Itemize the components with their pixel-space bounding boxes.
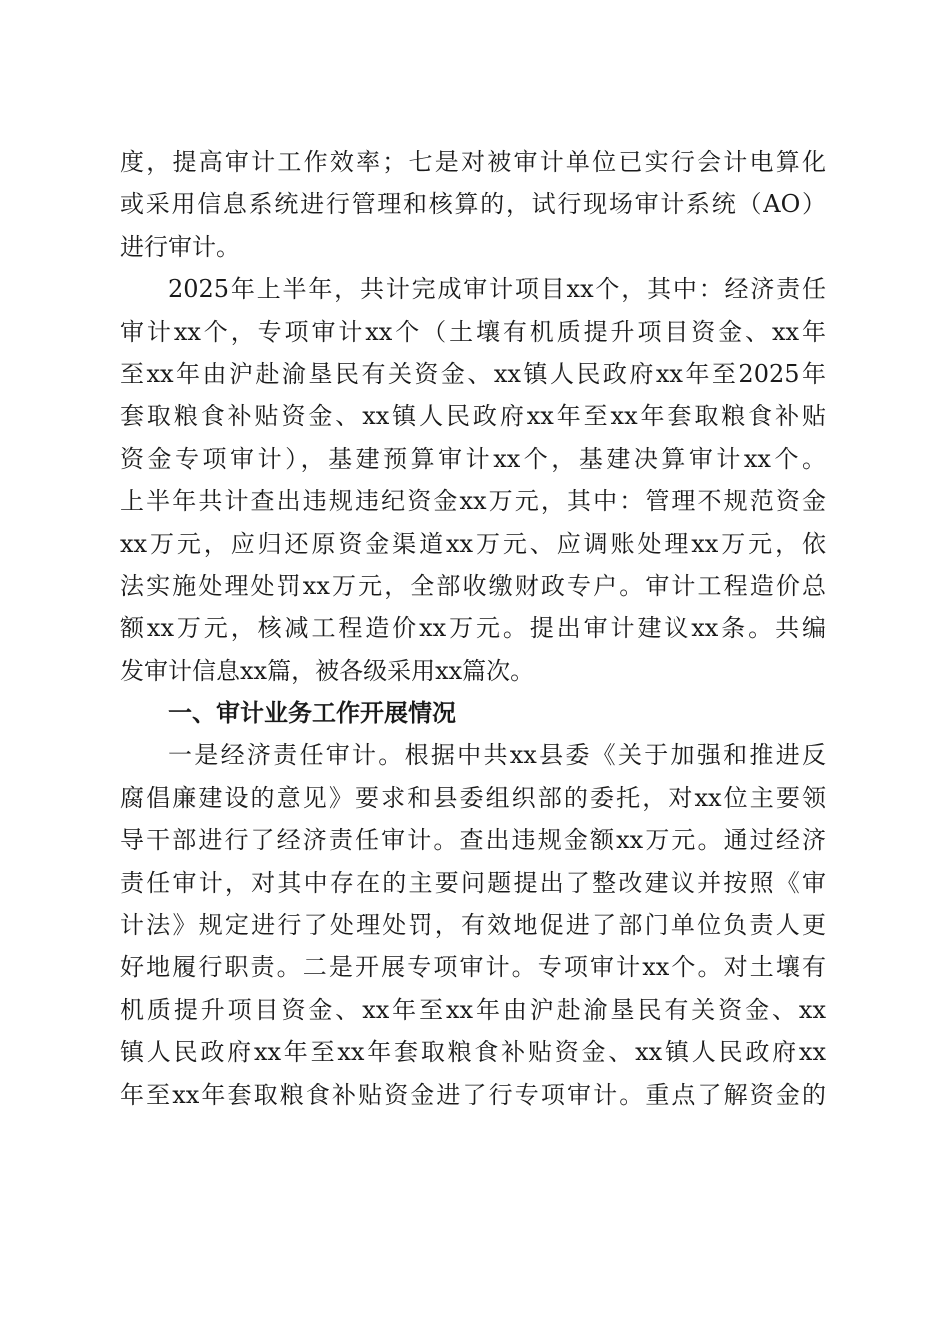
body-line: 发审计信息xx篇，被各级采用xx篇次。: [120, 656, 535, 685]
body-line: 镇人民政府xx年至xx年套取粮食补贴资金、xx镇人民政府xx: [120, 1038, 826, 1067]
body-line: 2025年上半年，共计完成审计项目xx个，其中：经济责任: [168, 275, 826, 304]
body-line: 审计xx个，专项审计xx个（土壤有机质提升项目资金、xx年: [120, 317, 826, 346]
body-line: 一是经济责任审计。根据中共xx县委《关于加强和推进反: [168, 741, 826, 770]
body-line: 资金专项审计），基建预算审计xx个，基建决算审计xx个。: [120, 444, 826, 473]
body-line: 腐倡廉建设的意见》要求和县委组织部的委托，对xx位主要领: [120, 783, 826, 812]
body-line: 计法》规定进行了处理处罚，有效地促进了部门单位负责人更: [120, 911, 826, 940]
body-line: 责任审计，对其中存在的主要问题提出了整改建议并按照《审: [120, 868, 826, 897]
document-body: [120, 141, 826, 1116]
body-line: 机质提升项目资金、xx年至xx年由沪赴渝垦民有关资金、xx: [120, 995, 826, 1024]
body-line: 上半年共计查出违规违纪资金xx万元，其中：管理不规范资金: [120, 487, 826, 516]
body-line: 进行审计。: [120, 232, 240, 261]
body-line: 额xx万元，核减工程造价xx万元。提出审计建议xx条。共编: [120, 614, 826, 643]
body-line: 套取粮食补贴资金、xx镇人民政府xx年至xx年套取粮食补贴: [120, 402, 826, 431]
body-line: 年至xx年套取粮食补贴资金进了行专项审计。重点了解资金的: [120, 1080, 826, 1109]
body-line: 度，提高审计工作效率；七是对被审计单位已实行会计电算化: [120, 148, 826, 176]
body-line: 导干部进行了经济责任审计。查出违规金额xx万元。通过经济: [120, 826, 826, 855]
body-line: 或采用信息系统进行管理和核算的，试行现场审计系统（AO）: [120, 190, 826, 219]
body-line: 至xx年由沪赴渝垦民有关资金、xx镇人民政府xx年至2025年: [120, 359, 826, 388]
body-line: xx万元，应归还原资金渠道xx万元、应调账处理xx万元，依: [120, 529, 826, 558]
body-line: 好地履行职责。二是开展专项审计。专项审计xx个。对土壤有: [120, 953, 826, 982]
section-heading: 一、审计业务工作开展情况: [168, 699, 456, 728]
body-line: 法实施处理处罚xx万元，全部收缴财政专户。审计工程造价总: [120, 571, 826, 600]
